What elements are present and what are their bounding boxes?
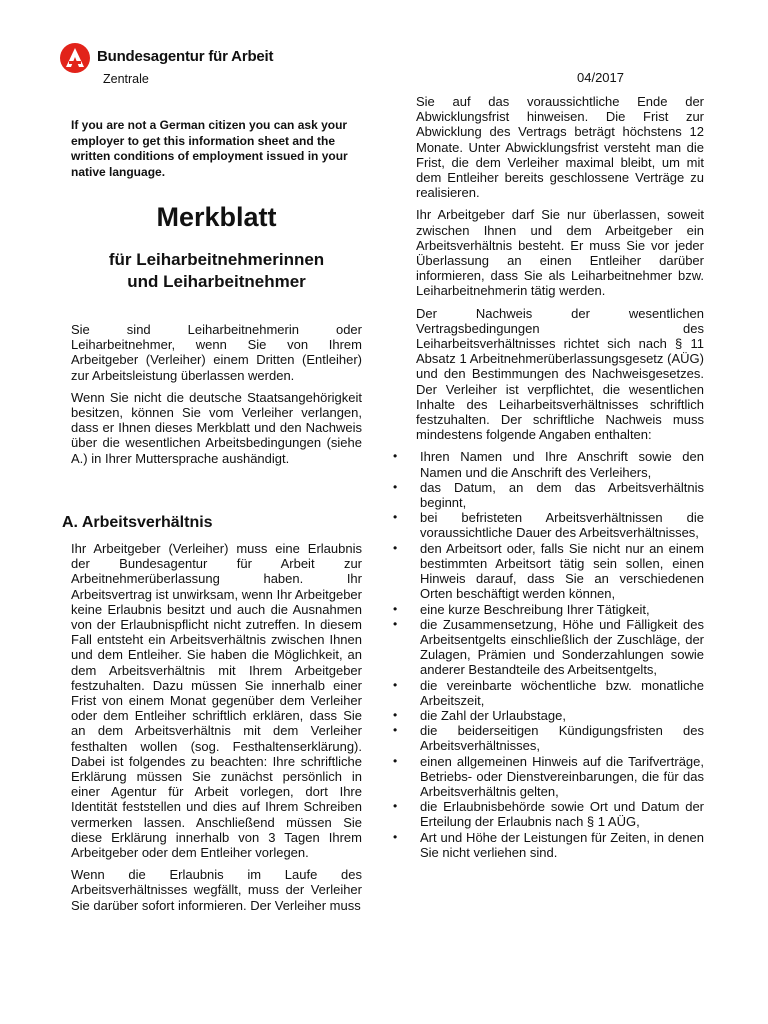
bullet-icon: • <box>393 799 398 814</box>
subtitle-line: und Leiharbeitnehmer <box>127 272 306 291</box>
bullet-icon: • <box>393 601 398 616</box>
intro-text <box>71 322 362 466</box>
list-item <box>393 602 704 617</box>
bullet-icon: • <box>393 707 398 722</box>
list-item <box>393 799 704 829</box>
list-item <box>393 708 704 723</box>
intro-paragraph: Wenn Sie nicht die deutsche Staatsangehörigkeit besitzen, können Sie vom Verleiher verlangen, dass er Ihnen dieses Merkblatt und den Nachweis über die wesentlichen Arbeitsbedingungen (siehe A.) in Ihrer Muttersprache aushändigt. <box>71 389 362 466</box>
bullet-icon: • <box>393 540 398 555</box>
subtitle-line: für Leiharbeitnehmerinnen <box>108 250 325 269</box>
list-item-text: einen allgemeinen Hinweis auf die Tarifverträge, Betriebs- oder Dienstvereinbarungen, die für das Arbeitsverhältnis gelten, <box>420 753 704 799</box>
bullet-icon: • <box>393 510 398 525</box>
page-title: Merkblatt <box>156 202 277 232</box>
page-subtitle <box>71 249 362 293</box>
bullet-icon: • <box>393 677 398 692</box>
list-item <box>393 449 704 479</box>
list-item-text: den Arbeitsort oder, falls Sie nicht nur an einem bestimmten Arbeitsort tätig sein sollen, einen Hinweis darauf, dass Sie an verschiedenen Orten beschäftigt werden können, <box>420 540 704 602</box>
document-date: 04/2017 <box>577 70 624 85</box>
section-paragraph: Ihr Arbeitgeber (Verleiher) muss eine Erlaubnis der Bundesagentur für Arbeit zur Arbeitnehmerüberlassung haben. Ihr Arbeitsvertrag ist unwirksam, wenn Ihr Arbeitgeber keine Erlaubnis besitzt und auch die Ausnahmen von der Erlaubnispflicht nicht zutreffen. In diesem Fall entsteht ein Arbeitsverhältnis zwischen Ihnen und dem Entleiher. Sie haben die Möglichkeit, an dem Arbeitsverhältnis mit Ihrem Arbeitgeber festzuhalten. Dazu müssen Sie innerhalb einer Frist von einem Monat gegenüber dem Verleiher oder dem Entleiher schriftlich erklären, dass Sie an dem Arbeitsverhältnis mit dem Verleiher festhalten wollen (sog. Festhaltenserklärung). Dabei ist folgendes zu beachten: Ihre schriftliche Erklärung müssen Sie zunächst persönlich in einer Agentur für Arbeit vorlegen, dort Ihre Identität feststellen und dies auf Ihrem Schreiben vermerken lassen. Anschließend müssen Sie diese Erklärung innerhalb von 3 Tagen Ihrem Arbeitgeber oder dem Entleiher vorlegen. <box>71 541 362 861</box>
right-paragraph: Ihr Arbeitgeber darf Sie nur überlassen, soweit zwischen Ihnen und dem Arbeitgeber ein Arbeitsverhältnis besteht. Er muss Sie vor jeder Überlassung an einen Entleiher darüber informieren, dass Sie als Leiharbeitnehmer bzw. Leiharbeitnehmerin tätig werden. <box>416 207 704 299</box>
org-name: Bundesagentur für Arbeit <box>97 48 274 65</box>
list-item-text: die Zusammensetzung, Höhe und Fälligkeit des Arbeitsentgelts einschließlich der Zuschläge, der Zulagen, Prämien und Sonderzahlungen sowie anderer Bestandteile des Arbeitsentgelts, <box>420 616 704 678</box>
list-item-text: die vereinbarte wöchentliche bzw. monatliche Arbeitszeit, <box>420 677 704 708</box>
bullet-icon: • <box>393 753 398 768</box>
list-item <box>393 541 704 602</box>
list-item-text: eine kurze Beschreibung Ihrer Tätigkeit, <box>420 601 650 617</box>
bullet-icon: • <box>393 616 398 631</box>
bullet-icon: • <box>393 449 398 464</box>
list-item-text: das Datum, an dem das Arbeitsverhältnis beginnt, <box>420 479 704 511</box>
list-item-text: bei befristeten Arbeitsverhältnissen die voraussichtliche Dauer des Arbeitsverhältnisses, <box>420 510 704 541</box>
list-item <box>393 510 704 540</box>
intro-paragraph: Sie sind Leiharbeitnehmerin oder Leiharbeitnehmer, wenn Sie von Ihrem Arbeitgeber (Verleiher) einem Dritten (Entleiher) zur Arbeitsleistung überlassen werden. <box>71 322 362 383</box>
list-item-text: Ihren Namen und Ihre Anschrift sowie den Namen und die Anschrift des Verleihers, <box>420 449 704 480</box>
requirements-list <box>393 449 704 859</box>
right-paragraph: Der Nachweis der wesentlichen Vertragsbedingungen des Leiharbeitsverhältnisses richtet sich nach § 11 Absatz 1 Arbeitnehmerüberlassungsgesetz (AÜG) und den Bestimmungen des Nachweisgesetzes. Der Verleiher ist verpflichtet, die wesentlichen Inhalte des Leiharbeitsverhältnisses schriftlich festzuhalten. Der schriftliche Nachweis muss mindestens folgende Angaben enthalten: <box>416 305 704 443</box>
section-paragraph: Wenn die Erlaubnis im Laufe des Arbeitsverhältnisses wegfällt, muss der Verleiher Sie darüber sofort informieren. Der Verleiher muss <box>71 867 362 913</box>
org-subtitle: Zentrale <box>103 72 149 86</box>
bullet-icon: • <box>393 723 398 738</box>
list-item-text: die Zahl der Urlaubstage, <box>420 707 566 723</box>
list-item <box>393 754 704 800</box>
list-item <box>393 723 704 753</box>
right-paragraph: Sie auf das voraussichtliche Ende der Abwicklungsfrist hinweisen. Die Frist zur Abwicklung des Vertrags beträgt höchstens 12 Monate. Unter Abwicklungsfrist versteht man die Frist, die dem Verleiher maximal bleibt, um mit dem Entleiher bereits geschlossene Verträge zu realisieren. <box>416 94 704 201</box>
list-item <box>393 830 704 860</box>
section-a-heading: A. Arbeitsverhältnis <box>62 514 213 531</box>
section-a-text <box>71 541 362 913</box>
bullet-icon: • <box>393 829 398 844</box>
list-item-text: die beiderseitigen Kündigungsfristen des Arbeitsverhältnisses, <box>420 723 704 754</box>
right-column <box>393 94 704 860</box>
list-item-text: die Erlaubnisbehörde sowie Ort und Datum der Erteilung der Erlaubnis nach § 1 AÜG, <box>420 799 704 830</box>
list-item <box>393 678 704 708</box>
ba-logo-icon <box>60 43 90 73</box>
list-item-text: Art und Höhe der Leistungen für Zeiten, in denen Sie nicht verliehen sind. <box>420 829 704 860</box>
list-item <box>393 480 704 510</box>
bullet-icon: • <box>393 479 398 494</box>
language-notice: If you are not a German citizen you can ask your employer to get this information sheet and the written conditions of employment issued in your native language. <box>71 118 348 179</box>
list-item <box>393 617 704 678</box>
